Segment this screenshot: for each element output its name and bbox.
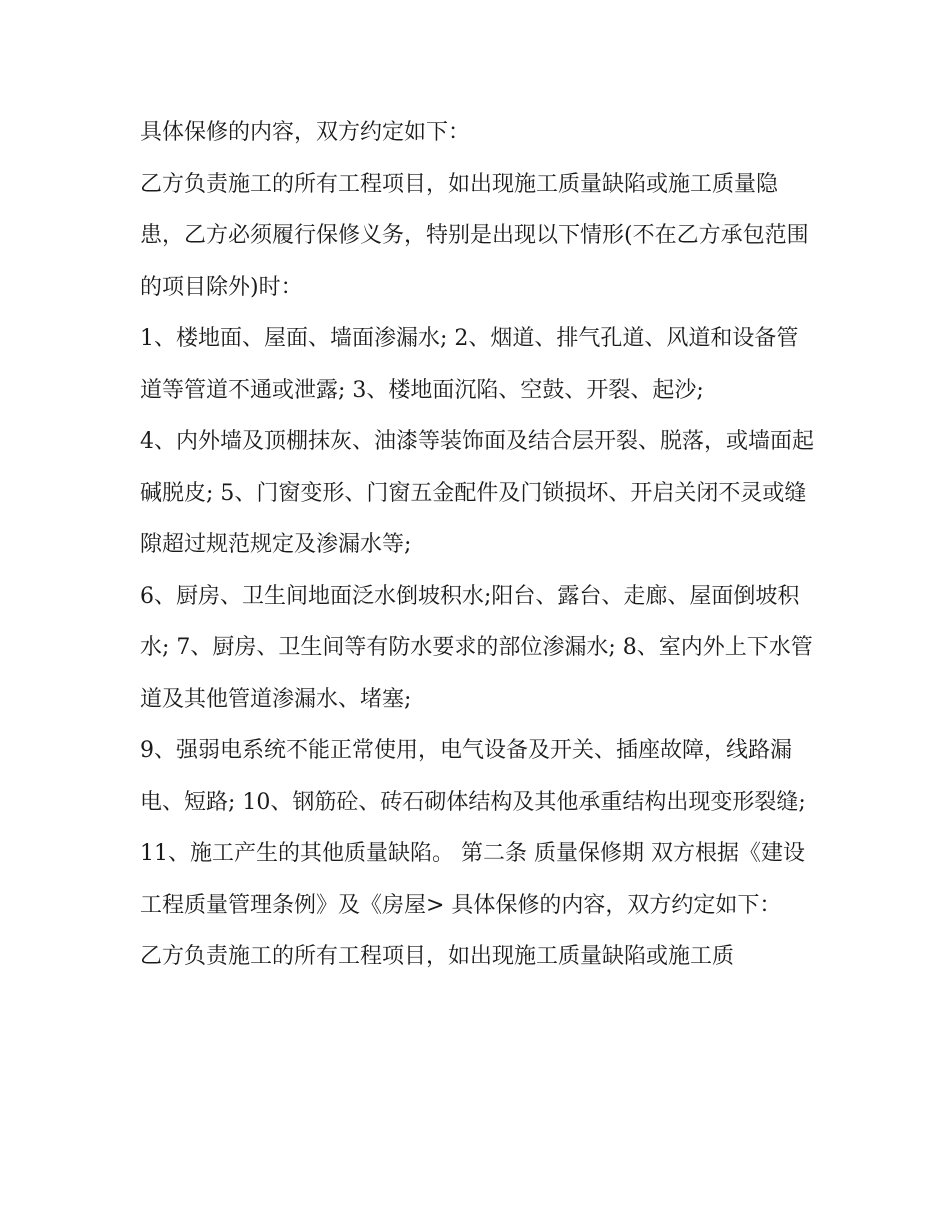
paragraph-items-9-10: 9、强弱电系统不能正常使用，电气设备及开关、插座故障，线路漏电、短路; 10、钢筋砼、砖石砌体结构及其他承重结构出现变形裂缝;: [140, 738, 806, 815]
document-body: [140, 107, 820, 983]
paragraph-item-11: 11、施工产生的其他质量缺陷。 第二条 质量保修期 双方根据《建设工程质量管理条例》及《房屋> 具体保修的内容，双方约定如下：: [140, 841, 805, 918]
paragraph-obligation: 乙方负责施工的所有工程项目，如出现施工质量缺陷或施工质量隐患，乙方必须履行保修义务，特别是出现以下情形(不在乙方承包范围的项目除外)时：: [140, 171, 809, 300]
paragraph-items-4-5: 4、内外墙及顶棚抹灰、油漆等装饰面及结合层开裂、脱落，或墙面起碱脱皮; 5、门窗变形、门窗五金配件及门锁损坏、开启关闭不灵或缝隙超过规范规定及渗漏水等;: [140, 429, 814, 557]
paragraph-items-1-3: 1、楼地面、屋面、墙面渗漏水; 2、烟道、排气孔道、风道和设备管道等管道不通或泄露; 3、楼地面沉陷、空鼓、开裂、起沙;: [140, 326, 799, 403]
paragraph-intro: 具体保修的内容，双方约定如下：: [140, 120, 471, 145]
paragraph-obligation-repeat: 乙方负责施工的所有工程项目，如出现施工质量缺陷或施工质: [140, 944, 735, 969]
paragraph-items-6-8: 6、厨房、卫生间地面泛水倒坡积水;阳台、露台、走廊、屋面倒坡积水; 7、厨房、卫生间等有防水要求的部位渗漏水; 8、室内外上下水管道及其他管道渗漏水、堵塞;: [140, 583, 813, 712]
